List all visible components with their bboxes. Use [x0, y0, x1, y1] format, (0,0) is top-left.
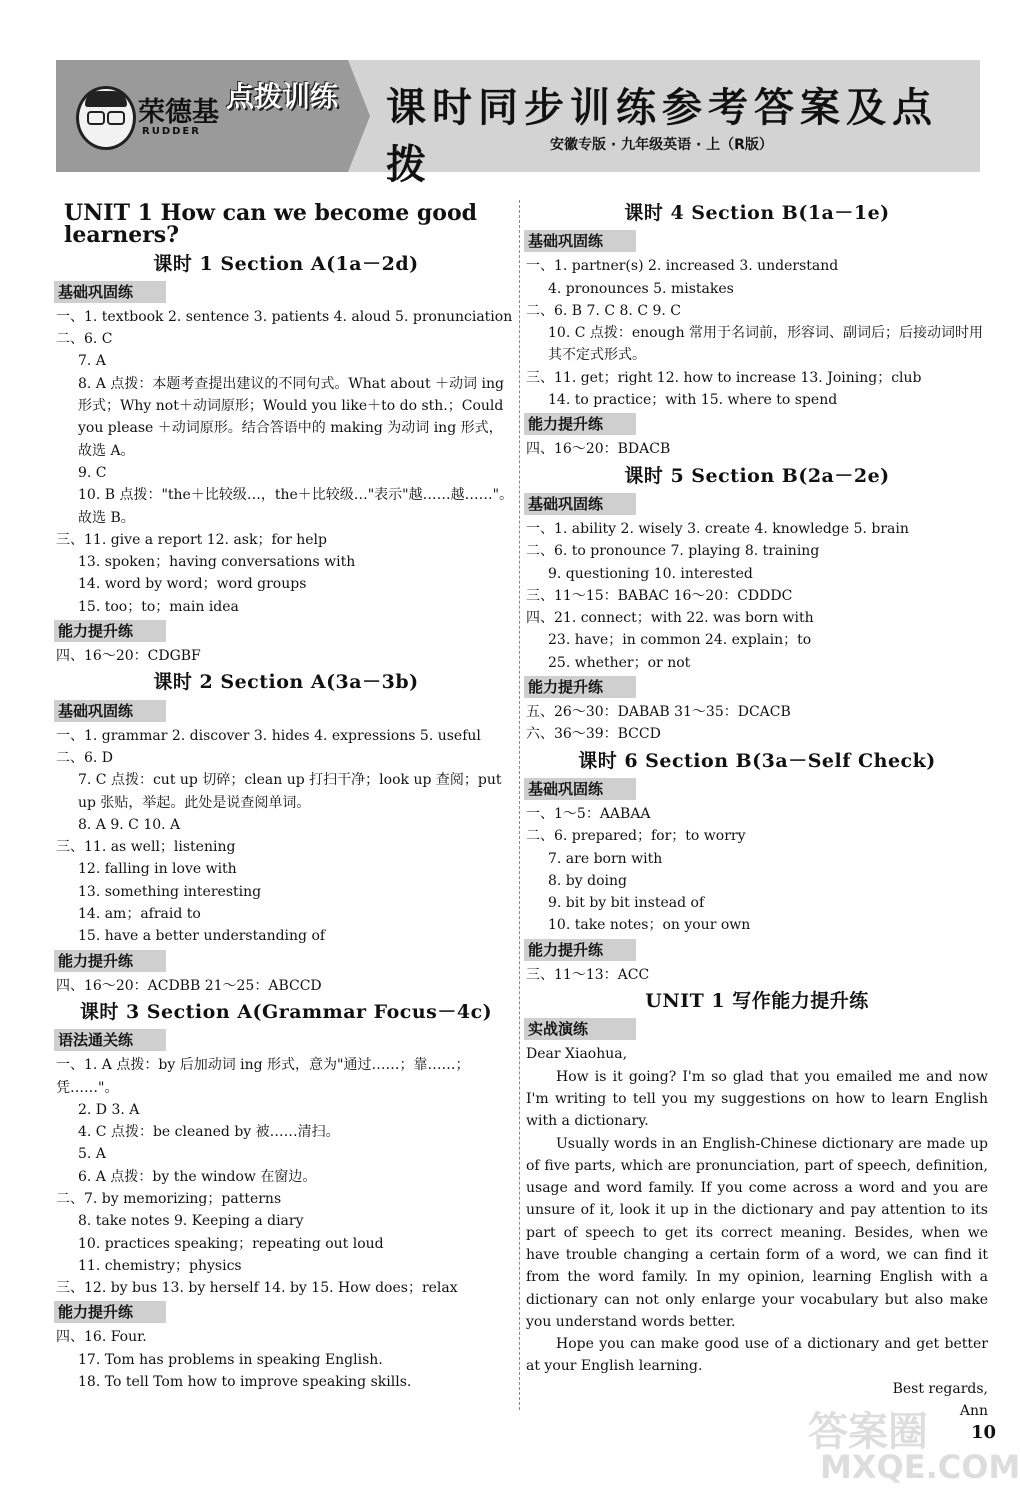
exercise-tag: 基础巩固练: [524, 778, 636, 800]
portrait-logo-icon: [76, 86, 136, 150]
banner-logo-area: [56, 60, 348, 172]
section-heading: 课时 2 Section A(3a－3b): [153, 671, 419, 694]
exercise-tag-row: [56, 1299, 516, 1326]
answer-line: 三、12. by bus 13. by herself 14. by 15. How does；relax: [56, 1280, 458, 1297]
exercise-tag: 能力提升练: [54, 1301, 166, 1323]
answer-line: 二、6. to pronounce 7. playing 8. training: [526, 543, 820, 560]
watermark-logo: 答案圈: [808, 1409, 928, 1455]
answer-line: 四、16～20：ACDBB 21～25：ABCCD: [56, 977, 322, 994]
answer-line: 10. take notes；on your own: [548, 917, 751, 934]
exercise-tag-row: [56, 948, 516, 975]
answer-line: 9. C: [78, 464, 107, 481]
answer-note: 一、1. A 点拨：by 后加动词 ing 形式，意为"通过……；靠……；凭……"。: [56, 1057, 470, 1096]
answer-line: 一、1～5：AABAA: [526, 805, 651, 822]
exercise-tag-row: [526, 674, 988, 701]
exercise-tag: 能力提升练: [524, 676, 636, 698]
answer-line: 4. C 点拨：be cleaned by 被……清扫。: [78, 1124, 340, 1141]
answer-line: 二、6. C: [56, 331, 113, 348]
essay-paragraph: How is it going? I'm so glad that you emailed me and now I'm writing to tell you my suggestions on how to learn English with a dictionary.: [526, 1068, 988, 1130]
answer-line: 13. something interesting: [78, 883, 262, 900]
answer-line: 四、21. connect；with 22. was born with: [526, 610, 814, 627]
essay-paragraph: Hope you can make good use of a dictionary and get better at your English learning.: [526, 1336, 988, 1375]
answer-line: 六、36～39：BCCD: [526, 726, 661, 743]
answer-line: 五、26～30：DABAB 31～35：DCACB: [526, 704, 791, 721]
exercise-tag-row: [526, 1016, 988, 1043]
answer-line: 四、16. Four.: [56, 1329, 147, 1346]
answer-note: 8. A 点拨：本题考查提出建议的不同句式。What about ＋动词 ing 形式；Why not＋动词原形；Would you like＋to do sth.；Could you please ＋动词原形。结合答语中的 making 为动词 ing 形式，故选 A。: [78, 375, 504, 459]
answer-note: 7. C 点拨：cut up 切碎；clean up 打扫干净；look up 查阅；put up 张贴，举起。此处是说查阅单词。: [78, 772, 502, 811]
exercise-tag: 语法通关练: [54, 1029, 166, 1051]
answer-line: 二、6. D: [56, 749, 114, 766]
answer-line: Dear Xiaohua,: [526, 1046, 628, 1063]
answer-line: 9. questioning 10. interested: [548, 565, 753, 582]
exercise-tag-row: [526, 776, 988, 803]
exercise-tag: 能力提升练: [524, 413, 636, 435]
section-heading: 课时 4 Section B(1a－1e): [624, 202, 890, 224]
answer-note: 10. B 点拨："the＋比较级…，the＋比较级…"表示"越……越……"。故选 B。: [78, 487, 514, 526]
exercise-tag-row: [526, 228, 988, 255]
exercise-tag: 实战演练: [524, 1018, 636, 1040]
brand-sub: RUDDER: [142, 126, 201, 137]
page-title: 课时同步训练参考答案及点拨: [386, 85, 938, 188]
brand-name: 荣德基: [138, 97, 219, 128]
exercise-tag-row: [56, 279, 516, 306]
section-heading: 课时 5 Section B(2a－2e): [624, 464, 890, 487]
answer-line: 三、11. as well；listening: [56, 839, 236, 856]
answer-line: 6. A 点拨：by the window 在窗边。: [78, 1168, 317, 1185]
answer-line: 14. word by word；word groups: [78, 576, 307, 593]
exercise-tag-row: [56, 618, 516, 645]
page-number: 10: [970, 1422, 996, 1443]
answer-line: 一、1. textbook 2. sentence 3. patients 4. aloud 5. pronunciation: [56, 308, 513, 325]
answer-line: 一、1. ability 2. wisely 3. create 4. knowledge 5. brain: [526, 520, 909, 537]
answer-line: 8. A 9. C 10. A: [78, 816, 181, 833]
exercise-tag-row: [526, 491, 988, 518]
answer-note: 10. C 点拨：enough 常用于名词前，形容词、副词后；后接动词时用其不定式形式。: [548, 325, 984, 364]
answer-line: 二、7. by memorizing；patterns: [56, 1190, 282, 1207]
series-logo: 点拨训练: [226, 80, 339, 113]
right-column: [526, 198, 988, 1422]
answer-line: 14. to practice；with 15. where to spend: [548, 392, 838, 409]
answer-line: 25. whether；or not: [548, 654, 691, 671]
exercise-tag: 能力提升练: [524, 939, 636, 961]
answer-line: 14. am；afraid to: [78, 906, 201, 923]
exercise-tag: 能力提升练: [54, 950, 166, 972]
exercise-tag: 能力提升练: [54, 620, 166, 642]
answer-line: 四、16～20：BDACB: [526, 441, 671, 458]
banner-arrow: [348, 60, 370, 172]
section-heading: UNIT 1 写作能力提升练: [645, 990, 869, 1013]
answer-line: 三、11. get；right 12. how to increase 13. Joining；club: [526, 369, 922, 386]
exercise-tag-row: [56, 1027, 516, 1054]
section-heading: 课时 6 Section B(3a－Self Check): [578, 749, 936, 772]
answer-line: 二、6. prepared；for；to worry: [526, 828, 746, 845]
answer-line: 三、11～15：BABAC 16～20：CDDDC: [526, 587, 793, 604]
essay-signature: Ann: [959, 1403, 988, 1420]
answer-line: 9. bit by bit instead of: [548, 895, 705, 912]
answer-line: 2. D 3. A: [78, 1101, 140, 1118]
exercise-tag-row: [56, 698, 516, 725]
answer-line: 12. falling in love with: [78, 861, 237, 878]
exercise-tag: 基础巩固练: [54, 281, 166, 303]
answer-line: 7. A: [78, 353, 106, 370]
header-banner: [56, 60, 980, 188]
section-heading: 课时 3 Section A(Grammar Focus－4c): [79, 1000, 493, 1023]
answer-line: 4. pronounces 5. mistakes: [548, 280, 734, 297]
answer-line: 23. have；in common 24. explain；to: [548, 632, 812, 649]
answer-line: 二、6. B 7. C 8. C 9. C: [526, 302, 682, 319]
answer-line: 8. by doing: [548, 872, 627, 889]
answer-line: 一、1. grammar 2. discover 3. hides 4. expressions 5. useful: [56, 727, 481, 744]
exercise-tag-row: [526, 937, 988, 964]
answer-line: 10. practices speaking；repeating out loud: [78, 1235, 384, 1252]
section-heading: 课时 1 Section A(1a－2d): [153, 252, 419, 275]
answer-line: 15. have a better understanding of: [78, 928, 326, 945]
answer-line: 四、16～20：CDGBF: [56, 648, 201, 665]
exercise-tag: 基础巩固练: [54, 700, 166, 722]
watermark-url: MXQE.COM: [820, 1448, 1020, 1486]
answer-line: 15. too；to；main idea: [78, 598, 239, 615]
answer-line: 三、11～13：ACC: [526, 966, 650, 983]
column-divider: [519, 200, 520, 1410]
answer-line: 5. A: [78, 1146, 106, 1163]
exercise-tag: 基础巩固练: [524, 493, 636, 515]
exercise-tag: 基础巩固练: [524, 230, 636, 252]
essay-paragraph: Usually words in an English-Chinese dictionary are made up of five parts, which are pronunciation, part of speech, definition, usage and word family. If you come across a word and you are unsure of it, look it up in the dictionary and pay attention to its part of speech to get its correct meaning. Besides, when we have trouble changing a certain form of a word, we can find it from the word family. In my opinion, learning English with a dictionary can not only enlarge your vocabulary but also make you understand words better.: [526, 1135, 988, 1330]
page-subtitle: 安徽专版 · 九年级英语 · 上（R版）: [550, 137, 773, 153]
essay-signature: Best regards,: [892, 1380, 988, 1397]
left-column: [56, 198, 516, 1393]
answer-line: 11. chemistry；physics: [78, 1257, 242, 1274]
answer-line: 8. take notes 9. Keeping a diary: [78, 1213, 304, 1230]
answer-line: 一、1. partner(s) 2. increased 3. understand: [526, 258, 839, 275]
unit-heading: UNIT 1 How can we become good learners?: [64, 200, 478, 249]
answer-line: 7. are born with: [548, 850, 663, 867]
answer-line: 三、11. give a report 12. ask；for help: [56, 531, 327, 548]
answer-line: 17. Tom has problems in speaking English.: [78, 1351, 383, 1368]
answer-line: 18. To tell Tom how to improve speaking skills.: [78, 1374, 412, 1391]
answer-line: 13. spoken；having conversations with: [78, 554, 356, 571]
exercise-tag-row: [526, 411, 988, 438]
